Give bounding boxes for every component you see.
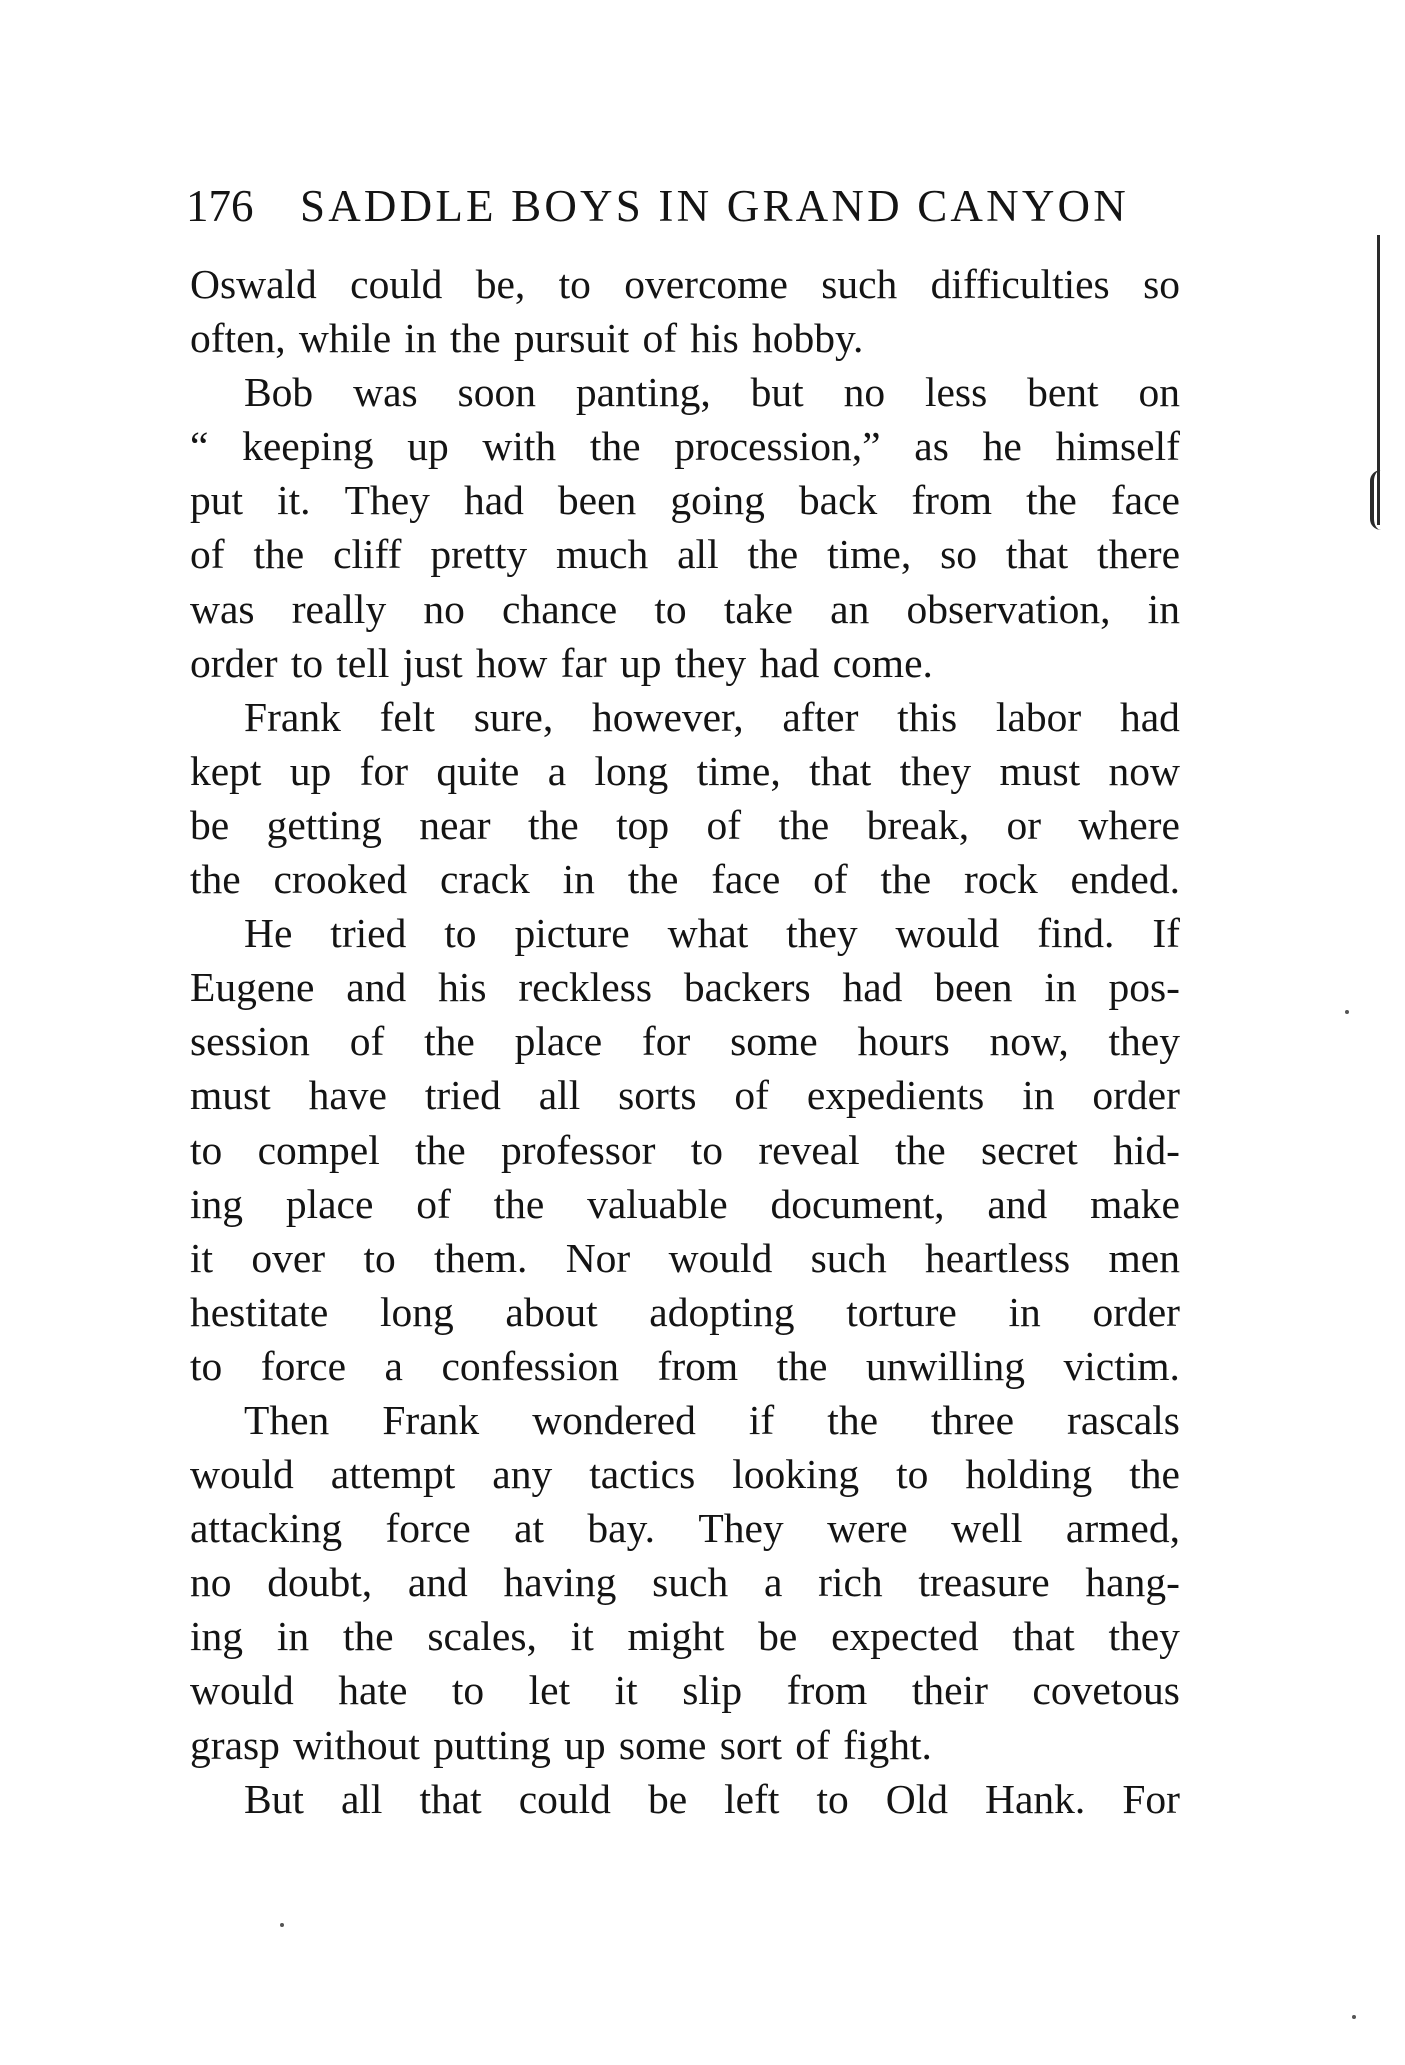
word: If bbox=[1152, 910, 1180, 957]
word: of bbox=[642, 315, 678, 362]
text-line bbox=[190, 1663, 1180, 1717]
word: He bbox=[244, 910, 293, 957]
word: his bbox=[690, 315, 739, 362]
word: that bbox=[1005, 531, 1069, 578]
word: face bbox=[1110, 477, 1180, 524]
word: they bbox=[786, 910, 858, 957]
text-line bbox=[190, 690, 1180, 744]
word: he bbox=[982, 423, 1022, 470]
word: this bbox=[897, 693, 958, 740]
word: the bbox=[528, 801, 579, 848]
word: up bbox=[564, 1721, 606, 1768]
word: adopting bbox=[649, 1288, 795, 1335]
word: putting bbox=[433, 1721, 551, 1768]
word: near bbox=[419, 801, 491, 848]
word: They bbox=[698, 1505, 784, 1552]
word: Oswald bbox=[190, 261, 317, 307]
word: document, bbox=[770, 1180, 945, 1227]
word: take bbox=[723, 585, 793, 632]
word: they bbox=[1108, 1018, 1180, 1065]
word: order bbox=[190, 639, 278, 686]
word: up bbox=[619, 639, 662, 686]
word: “ bbox=[190, 423, 209, 470]
word: must bbox=[999, 747, 1081, 794]
word: if bbox=[748, 1396, 775, 1443]
text-line bbox=[190, 906, 1180, 960]
word: going bbox=[670, 477, 765, 524]
word: the bbox=[776, 1342, 828, 1389]
word: some bbox=[730, 1018, 818, 1065]
word: himself bbox=[1055, 423, 1180, 470]
word: they bbox=[1108, 1613, 1180, 1660]
word: rich bbox=[818, 1559, 883, 1606]
word: such bbox=[810, 1234, 887, 1281]
word: panting, bbox=[575, 369, 711, 416]
word: to bbox=[290, 639, 324, 686]
word: attempt bbox=[330, 1451, 456, 1498]
word: no bbox=[423, 585, 465, 632]
word: long bbox=[379, 1288, 454, 1335]
word: pursuit bbox=[513, 315, 630, 362]
word: the bbox=[627, 856, 679, 903]
word: felt bbox=[379, 693, 435, 740]
word: confession bbox=[441, 1342, 619, 1389]
word: without bbox=[293, 1721, 420, 1768]
word: back bbox=[798, 477, 878, 524]
word: looking bbox=[732, 1451, 860, 1498]
word: of bbox=[349, 1018, 385, 1065]
word: and bbox=[346, 964, 407, 1011]
text-line bbox=[190, 1772, 1180, 1826]
word: wondered bbox=[532, 1396, 696, 1443]
word: might bbox=[627, 1613, 725, 1660]
word: them. bbox=[434, 1234, 528, 1281]
word: in bbox=[562, 856, 595, 903]
word: of bbox=[734, 1072, 769, 1119]
word: of bbox=[706, 801, 742, 848]
word: the bbox=[493, 1180, 545, 1227]
word: at bbox=[514, 1505, 545, 1552]
word: rascals bbox=[1067, 1396, 1180, 1443]
text-line bbox=[190, 1609, 1180, 1663]
word: could bbox=[518, 1775, 611, 1822]
word: an bbox=[830, 585, 870, 632]
word: a bbox=[763, 1559, 783, 1606]
word: sort bbox=[719, 1721, 782, 1768]
word: let bbox=[528, 1667, 571, 1714]
word: valuable bbox=[587, 1180, 728, 1227]
word: such bbox=[652, 1559, 729, 1606]
word: must bbox=[190, 1072, 271, 1119]
word: and bbox=[987, 1180, 1048, 1227]
word: was bbox=[353, 369, 418, 416]
word: Nor bbox=[565, 1234, 631, 1281]
word: the bbox=[747, 531, 799, 578]
word: they bbox=[899, 747, 972, 794]
word: kept bbox=[190, 747, 262, 794]
word: where bbox=[1078, 801, 1180, 848]
word: have bbox=[308, 1072, 387, 1119]
word: armed, bbox=[1065, 1505, 1180, 1552]
text-line bbox=[190, 852, 1180, 906]
word: They bbox=[344, 477, 430, 524]
word: the bbox=[342, 1613, 394, 1660]
word: Frank bbox=[244, 693, 341, 740]
text-line bbox=[190, 960, 1180, 1014]
word: reveal bbox=[758, 1126, 860, 1173]
word: had bbox=[759, 639, 820, 686]
word: there bbox=[1097, 531, 1180, 578]
text-line bbox=[190, 527, 1180, 581]
word: well bbox=[951, 1505, 1023, 1552]
text-line bbox=[190, 1231, 1180, 1285]
word: the bbox=[1129, 1451, 1180, 1498]
word: a bbox=[547, 747, 567, 794]
word: tried bbox=[424, 1072, 501, 1119]
word: expedients bbox=[806, 1072, 985, 1119]
word: that bbox=[809, 747, 872, 794]
word: for bbox=[359, 747, 409, 794]
word: session bbox=[190, 1018, 310, 1065]
word: in bbox=[276, 1613, 310, 1660]
word: and bbox=[407, 1559, 468, 1606]
word: be bbox=[647, 1775, 688, 1822]
word: it. bbox=[277, 477, 311, 524]
page-number: 176 bbox=[186, 181, 254, 231]
word: his bbox=[438, 964, 487, 1011]
word: ended. bbox=[1070, 856, 1180, 903]
word: no bbox=[190, 1559, 232, 1606]
word: hours bbox=[857, 1018, 950, 1065]
word: the bbox=[778, 801, 830, 848]
word: all bbox=[340, 1775, 383, 1822]
word: in bbox=[1008, 1288, 1041, 1335]
word: to bbox=[444, 910, 477, 957]
text-line bbox=[190, 311, 1180, 365]
running-title: SADDLE BOYS IN GRAND CANYON bbox=[300, 181, 1129, 231]
word: long bbox=[594, 747, 669, 794]
word: to bbox=[558, 261, 591, 307]
word: top bbox=[616, 801, 670, 848]
word: a bbox=[384, 1342, 403, 1389]
word: reckless bbox=[518, 964, 653, 1011]
word: the bbox=[880, 856, 932, 903]
word: slip bbox=[682, 1667, 743, 1714]
word: treasure bbox=[918, 1559, 1050, 1606]
word: Old bbox=[885, 1775, 949, 1822]
word: pos- bbox=[1108, 964, 1180, 1011]
word: just bbox=[402, 639, 463, 686]
word: crooked bbox=[273, 856, 408, 903]
word: to bbox=[896, 1451, 929, 1498]
word: rock bbox=[963, 856, 1038, 903]
word: force bbox=[385, 1505, 471, 1552]
word: it bbox=[570, 1613, 594, 1660]
word: would bbox=[895, 910, 1000, 957]
word: such bbox=[821, 261, 898, 307]
word: for bbox=[641, 1018, 691, 1065]
word: keeping bbox=[242, 423, 374, 470]
word: labor bbox=[995, 693, 1082, 740]
word: or bbox=[1006, 801, 1042, 848]
word: backers bbox=[683, 964, 811, 1011]
word: about bbox=[505, 1288, 598, 1335]
scan-speck bbox=[1345, 1010, 1349, 1014]
word: been bbox=[557, 477, 637, 524]
word: now bbox=[1108, 747, 1180, 794]
word: of bbox=[190, 531, 225, 578]
word: place bbox=[514, 1018, 603, 1065]
word: in bbox=[404, 315, 437, 362]
word: would bbox=[190, 1667, 294, 1714]
word: doubt, bbox=[267, 1559, 373, 1606]
word: had bbox=[842, 964, 903, 1011]
word: chance bbox=[502, 585, 618, 632]
running-header bbox=[186, 176, 1186, 236]
word: to bbox=[190, 1342, 223, 1389]
text-line bbox=[190, 1285, 1180, 1339]
word: would bbox=[190, 1451, 294, 1498]
word: while bbox=[298, 315, 392, 362]
word: hid- bbox=[1113, 1126, 1180, 1173]
word: from bbox=[911, 477, 992, 524]
word: victim. bbox=[1063, 1342, 1180, 1389]
word: to bbox=[363, 1234, 396, 1281]
word: had bbox=[1119, 693, 1180, 740]
word: secret bbox=[981, 1126, 1078, 1173]
word: Frank bbox=[382, 1396, 480, 1443]
word: heartless bbox=[925, 1234, 1071, 1281]
word: tell bbox=[336, 639, 390, 686]
word: often, bbox=[190, 315, 286, 362]
word: been bbox=[934, 964, 1013, 1011]
word: the bbox=[895, 1126, 946, 1173]
word: the bbox=[449, 315, 501, 362]
word: be bbox=[190, 801, 230, 848]
word: Bob bbox=[244, 369, 314, 416]
word: quite bbox=[436, 747, 520, 794]
text-line bbox=[190, 1555, 1180, 1609]
word: soon bbox=[457, 369, 536, 416]
word: to bbox=[816, 1775, 849, 1822]
word: overcome bbox=[624, 261, 788, 307]
word: the bbox=[827, 1396, 878, 1443]
word: be, bbox=[475, 261, 526, 307]
word: professor bbox=[501, 1126, 656, 1173]
word: procession,” bbox=[674, 423, 881, 470]
word: so bbox=[1143, 261, 1180, 307]
word: ing bbox=[190, 1613, 244, 1660]
text-line bbox=[190, 257, 1180, 311]
word: to bbox=[190, 1126, 223, 1173]
text-line bbox=[190, 1447, 1180, 1501]
word: fight. bbox=[843, 1721, 932, 1768]
word: tried bbox=[330, 910, 407, 957]
word: any bbox=[492, 1451, 553, 1498]
word: had bbox=[463, 477, 524, 524]
word: the bbox=[1026, 477, 1077, 524]
word: force bbox=[260, 1342, 347, 1389]
word: really bbox=[291, 585, 387, 632]
word: tactics bbox=[589, 1451, 696, 1498]
word: in bbox=[1147, 585, 1180, 632]
word: But bbox=[244, 1775, 304, 1822]
word: time, bbox=[696, 747, 781, 794]
word: that bbox=[419, 1775, 482, 1822]
text-line bbox=[190, 1068, 1180, 1122]
word: the bbox=[415, 1126, 466, 1173]
word: break, bbox=[866, 801, 970, 848]
word: put bbox=[190, 477, 244, 524]
text-line bbox=[190, 1718, 1180, 1772]
text-line bbox=[190, 1014, 1180, 1068]
word: of bbox=[813, 856, 848, 903]
word: as bbox=[914, 423, 949, 470]
word: it bbox=[190, 1234, 214, 1281]
word: the bbox=[589, 423, 641, 470]
word: in bbox=[1022, 1072, 1055, 1119]
word: getting bbox=[266, 801, 382, 848]
word: covetous bbox=[1032, 1667, 1180, 1714]
word: be bbox=[758, 1613, 798, 1660]
word: to bbox=[654, 585, 687, 632]
word: their bbox=[911, 1667, 988, 1714]
text-line bbox=[190, 744, 1180, 798]
word: hestitate bbox=[190, 1288, 329, 1335]
word: cliff bbox=[333, 531, 402, 578]
margin-bracket-mark bbox=[1370, 470, 1381, 530]
text-line bbox=[190, 1177, 1180, 1231]
word: was bbox=[190, 585, 255, 632]
text-line bbox=[190, 419, 1180, 473]
word: having bbox=[503, 1559, 617, 1606]
word: to bbox=[690, 1126, 724, 1173]
word: holding bbox=[965, 1451, 1093, 1498]
word: face bbox=[711, 856, 781, 903]
word: come. bbox=[832, 639, 933, 686]
word: would bbox=[668, 1234, 773, 1281]
word: scales, bbox=[427, 1613, 537, 1660]
word: bay. bbox=[587, 1505, 656, 1552]
word: up bbox=[407, 423, 449, 470]
word: it bbox=[614, 1667, 638, 1714]
word: from bbox=[786, 1667, 868, 1714]
word: make bbox=[1090, 1180, 1180, 1227]
text-line bbox=[190, 1123, 1180, 1177]
word: place bbox=[285, 1180, 374, 1227]
text-line bbox=[190, 1339, 1180, 1393]
word: all bbox=[538, 1072, 581, 1119]
word: so bbox=[940, 531, 978, 578]
word: how bbox=[475, 639, 548, 686]
word: bent bbox=[1027, 369, 1099, 416]
scan-speck bbox=[1352, 2015, 1356, 2019]
word: of bbox=[416, 1180, 451, 1227]
word: could bbox=[350, 261, 443, 307]
word: they bbox=[674, 639, 747, 686]
word: men bbox=[1108, 1234, 1180, 1281]
word: sure, bbox=[473, 693, 554, 740]
word: sorts bbox=[618, 1072, 697, 1119]
word: to bbox=[451, 1667, 485, 1714]
word: left bbox=[724, 1775, 780, 1822]
word: over bbox=[251, 1234, 326, 1281]
word: hate bbox=[338, 1667, 408, 1714]
word: compel bbox=[257, 1126, 380, 1173]
word: picture bbox=[514, 910, 630, 957]
word: on bbox=[1138, 369, 1180, 416]
word: pretty bbox=[430, 531, 528, 578]
word: For bbox=[1122, 1775, 1180, 1822]
word: now, bbox=[989, 1018, 1069, 1065]
word: difficulties bbox=[930, 261, 1110, 307]
scan-speck bbox=[280, 1923, 284, 1927]
word: attacking bbox=[190, 1505, 343, 1552]
word: time, bbox=[827, 531, 912, 578]
word: in bbox=[1044, 964, 1077, 1011]
word: from bbox=[657, 1342, 739, 1389]
word: order bbox=[1092, 1288, 1180, 1335]
word: what bbox=[667, 910, 749, 957]
word: were bbox=[827, 1505, 908, 1552]
word: hang- bbox=[1085, 1559, 1180, 1606]
word: hobby. bbox=[752, 315, 864, 362]
word: ing bbox=[190, 1180, 244, 1227]
word: expected bbox=[831, 1613, 979, 1660]
word: however, bbox=[592, 693, 744, 740]
text-line bbox=[190, 1501, 1180, 1555]
text-line bbox=[190, 365, 1180, 419]
word: some bbox=[618, 1721, 707, 1768]
word: of bbox=[795, 1721, 830, 1768]
word: unwilling bbox=[865, 1342, 1025, 1389]
word: crack bbox=[439, 856, 530, 903]
body-text bbox=[190, 257, 1180, 1826]
word: far bbox=[560, 639, 607, 686]
word: the bbox=[190, 856, 241, 903]
word: Eugene bbox=[190, 964, 315, 1011]
word: that bbox=[1012, 1613, 1075, 1660]
word: the bbox=[253, 531, 305, 578]
word: torture bbox=[846, 1288, 957, 1335]
text-line bbox=[190, 1393, 1180, 1447]
word: less bbox=[924, 369, 988, 416]
word: with bbox=[482, 423, 557, 470]
text-line bbox=[190, 636, 1180, 690]
text-line bbox=[190, 582, 1180, 636]
word: after bbox=[782, 693, 859, 740]
word: Hank. bbox=[985, 1775, 1086, 1822]
word: but bbox=[750, 369, 804, 416]
word: much bbox=[556, 531, 649, 578]
text-line bbox=[190, 473, 1180, 527]
word: find. bbox=[1037, 910, 1115, 957]
word: all bbox=[677, 531, 719, 578]
text-line bbox=[190, 798, 1180, 852]
word: order bbox=[1092, 1072, 1180, 1119]
word: Then bbox=[244, 1396, 330, 1443]
word: grasp bbox=[190, 1721, 280, 1768]
word: observation, bbox=[906, 585, 1111, 632]
word: the bbox=[424, 1018, 475, 1065]
word: no bbox=[843, 369, 886, 416]
word: up bbox=[289, 747, 332, 794]
word: three bbox=[931, 1396, 1014, 1443]
